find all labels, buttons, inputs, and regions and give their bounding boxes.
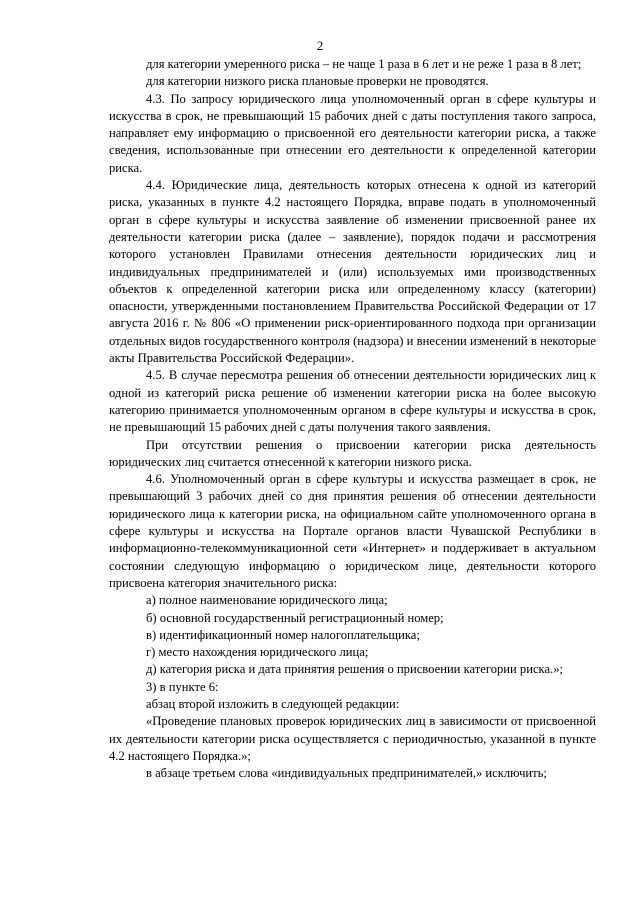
paragraph-quote: «Проведение плановых проверок юридических лиц в зависимости от присвоенной их деятельности категории риска осуществляется с периодичностью, указанной в пункте 4.2 настоящего Порядка.»; [109,714,596,763]
paragraph-4-3: 4.3. По запросу юридического лица уполномоченный орган в сфере культуры и искусства в срок, не превышающий 15 рабочих дней с даты поступления такого запроса, направляет ему информацию о присвоенной его деятельности категории риска, а также сведения, использованные при отнесении его деятельности к определенной категории риска. [109,91,596,175]
paragraph-4-6: 4.6. Уполномоченный орган в сфере культуры и искусства размещает в срок, не превышающий 3 рабочих дней со дня принятия решения об отнесении деятельности юридического лица к категории риска, на официальном сайте уполномоченного органа в сфере культуры и искусства на Портале органов власти Чувашской Республики в информационно-телекоммуникационной сети «Интернет» и поддерживает в актуальном состоянии следующую информацию о юридическом лице, деятельности которого присвоена категория значительного риска: [109,472,596,590]
paragraph-point-6: 3) в пункте 6: [146,679,219,694]
list-item-d: д) категория риска и дата принятия решения о присвоении категории риска.»; [146,662,564,677]
list-item-g: г) место нахождения юридического лица; [146,645,369,660]
paragraph-low-risk: для категории низкого риска плановые проверки не проводятся. [146,74,489,89]
list-item-a: а) полное наименование юридического лица; [146,593,388,608]
paragraph-third-abzac: в абзаце третьем слова «индивидуальных предпринимателей,» исключить; [146,766,547,781]
paragraph-second-abzac: абзац второй изложить в следующей редакции: [146,696,400,711]
paragraph-4-4: 4.4. Юридические лица, деятельность которых отнесена к одной из категорий риска, указанных в пункте 4.2 настоящего Порядка, вправе подать в уполномоченный орган в сфере культуры и искусства заявление об изменении присвоенной ранее их деятельности категории риска (далее – заявление), порядок подачи и рассмотрения которого установлен Правилами отнесения деятельности юридических лиц и индивидуальных предпринимателей и (или) используемых ими производственных объектов к определенной категории риска или определенному классу (категории) опасности, утвержденными постановлением Правительства Российской Федерации от 17 августа 2016 г. № 806 «О применении риск-ориентированного подхода при организации отдельных видов государственного контроля (надзора) и внесении изменений в некоторые акты Правительства Российской Федерации». [109,178,596,366]
document-body [109,56,596,782]
paragraph-4-5: 4.5. В случае пересмотра решения об отнесении деятельности юридических лиц к одной из категорий риска решение об изменении категории риска на более высокую категорию принимается уполномоченным органом в сфере культуры и искусства в срок, не превышающий 15 рабочих дней с даты получения такого заявления. [109,368,596,435]
list-item-v: в) идентификационный номер налогоплательщика; [146,627,420,642]
paragraph-no-decision: При отсутствии решения о присвоении категории риска деятельность юридических лиц считается отнесенной к категории низкого риска. [109,437,596,469]
page-number: 2 [316,38,324,53]
list-item-b: б) основной государственный регистрационный номер; [146,610,444,625]
paragraph-moderate-risk: для категории умеренного риска – не чаще 1 раза в 6 лет и не реже 1 раза в 8 лет; [146,57,582,71]
